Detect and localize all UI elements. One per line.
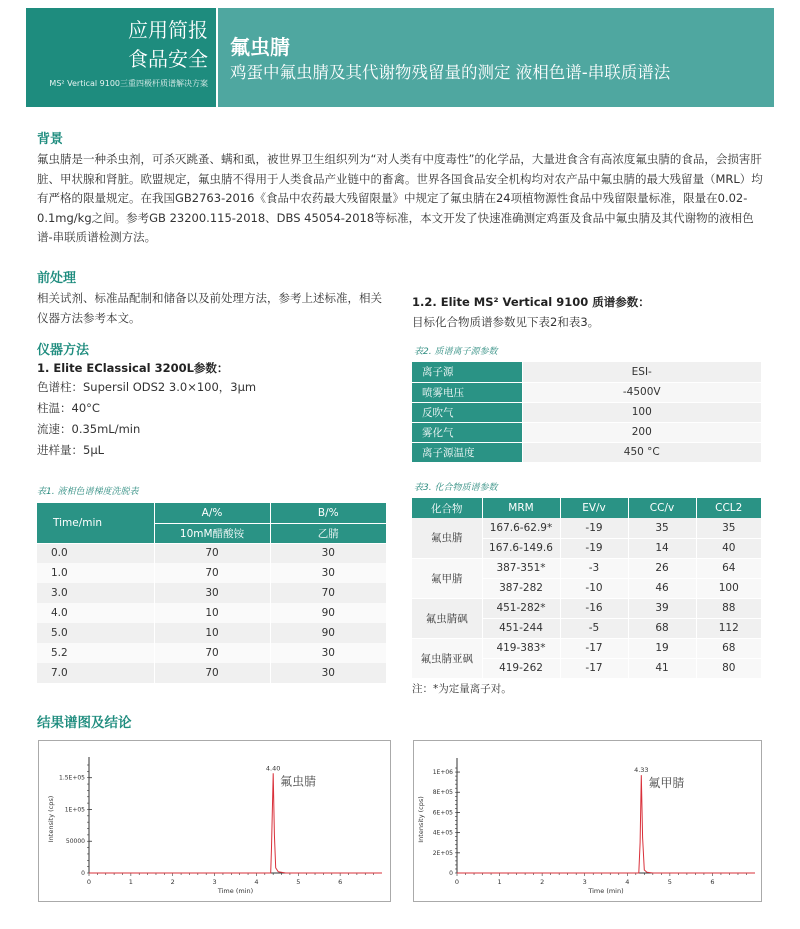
x-tick-label: 3 bbox=[582, 878, 587, 886]
col-header: CCL2 bbox=[696, 498, 761, 518]
ev-cell: -19 bbox=[560, 538, 628, 558]
mrm-cell: 451-282* bbox=[482, 598, 560, 618]
ev-cell: -19 bbox=[560, 518, 628, 538]
ccl2-cell: 64 bbox=[696, 558, 761, 578]
table-row bbox=[37, 583, 386, 603]
background-title: 背景 bbox=[37, 132, 64, 147]
table3-note: 注：*为定量离子对。 bbox=[412, 683, 512, 695]
table2-caption: 表2. 质谱离子源参数 bbox=[414, 347, 498, 357]
time-cell: 4.0 bbox=[37, 603, 154, 623]
ccl2-cell: 80 bbox=[696, 658, 761, 678]
time-cell: 3.0 bbox=[37, 583, 154, 603]
lc-heading: 1. Elite EClassical 3200L参数： bbox=[37, 361, 229, 375]
series-line bbox=[457, 775, 755, 873]
y-tick-label: 0 bbox=[81, 870, 85, 877]
col-header: CC/v bbox=[628, 498, 696, 518]
table1-caption: 表1. 液相色谱梯度洗脱表 bbox=[37, 487, 139, 497]
pretreatment-text: 相关试剂、标准品配制和储备以及前处理方法，参考上述标准，相关仪器方法参考本文。 bbox=[37, 291, 382, 325]
header-title-panel bbox=[218, 8, 774, 107]
a-cell: 70 bbox=[154, 643, 270, 663]
chromatogram-2 bbox=[413, 740, 762, 902]
param-name: 离子源温度 bbox=[412, 442, 522, 462]
ccl2-cell: 112 bbox=[696, 618, 761, 638]
lc-param-injection: 进样量：5μL bbox=[37, 443, 105, 457]
ms-intro: 目标化合物质谱参数见下表2和表3。 bbox=[412, 315, 600, 329]
table-row bbox=[412, 402, 761, 422]
table-row bbox=[37, 643, 386, 663]
a-cell: 30 bbox=[154, 583, 270, 603]
ev-cell: -17 bbox=[560, 638, 628, 658]
ccl2-cell: 68 bbox=[696, 638, 761, 658]
table-row bbox=[412, 382, 761, 402]
cc-cell: 39 bbox=[628, 598, 696, 618]
b-cell: 70 bbox=[270, 583, 386, 603]
x-tick-label: 3 bbox=[212, 878, 217, 886]
a-cell: 70 bbox=[154, 563, 270, 583]
y-tick-label: 1E+05 bbox=[64, 806, 85, 814]
col-header: EV/v bbox=[560, 498, 628, 518]
chromatogram-2-svg bbox=[414, 741, 763, 903]
instrument-title: 仪器方法 bbox=[37, 343, 90, 358]
page-title: 氟虫腈 bbox=[230, 35, 290, 59]
x-tick-label: 1 bbox=[128, 878, 133, 886]
cc-cell: 68 bbox=[628, 618, 696, 638]
ccl2-cell: 88 bbox=[696, 598, 761, 618]
category-line1: 应用简报 bbox=[128, 18, 208, 42]
param-name: 离子源 bbox=[412, 362, 522, 382]
col-header: 化合物 bbox=[412, 498, 482, 518]
ion-source-table bbox=[412, 362, 761, 463]
compound-annotation: 氟甲腈 bbox=[648, 776, 685, 791]
param-value: 450 °C bbox=[522, 442, 761, 462]
col-time: Time/min bbox=[37, 503, 154, 543]
pretreatment-title: 前处理 bbox=[37, 271, 77, 286]
b-cell: 30 bbox=[270, 643, 386, 663]
category-line2: 食品安全 bbox=[128, 47, 208, 71]
table-row bbox=[37, 543, 386, 563]
y-axis-label: Intensity (cps) bbox=[417, 796, 425, 843]
mrm-cell: 167.6-149.6 bbox=[482, 538, 560, 558]
param-value: 100 bbox=[522, 402, 761, 422]
page-subtitle: 鸡蛋中氟虫腈及其代谢物残留量的测定 液相色谱-串联质谱法 bbox=[230, 63, 671, 82]
gradient-table bbox=[37, 503, 386, 683]
param-name: 雾化气 bbox=[412, 422, 522, 442]
x-tick-label: 5 bbox=[667, 878, 672, 886]
table-row bbox=[412, 558, 761, 578]
table-row bbox=[37, 663, 386, 683]
b-cell: 90 bbox=[270, 623, 386, 643]
header-category-panel bbox=[26, 8, 216, 107]
peak-label: 4.40 bbox=[265, 764, 281, 773]
ccl2-cell: 35 bbox=[696, 518, 761, 538]
param-value: -4500V bbox=[522, 382, 761, 402]
x-axis-label: Time (min) bbox=[588, 887, 624, 895]
chromatogram-1-svg bbox=[39, 741, 392, 903]
ev-cell: -17 bbox=[560, 658, 628, 678]
time-cell: 5.0 bbox=[37, 623, 154, 643]
b-cell: 30 bbox=[270, 543, 386, 563]
col-header: MRM bbox=[482, 498, 560, 518]
results-title: 结果谱图及结论 bbox=[37, 715, 132, 731]
y-axis-label: Intensity (cps) bbox=[47, 795, 55, 843]
b-cell: 90 bbox=[270, 603, 386, 623]
compound-cell: 氟虫腈 bbox=[412, 518, 482, 558]
y-tick-label: 2E+05 bbox=[432, 849, 453, 857]
y-tick-label: 1.5E+05 bbox=[59, 774, 85, 782]
x-tick-label: 4 bbox=[625, 878, 630, 886]
col-a-sub: 10mM醋酸铵 bbox=[154, 523, 270, 543]
mrm-cell: 419-383* bbox=[482, 638, 560, 658]
param-name: 喷雾电压 bbox=[412, 382, 522, 402]
lc-param-temp: 柱温：40°C bbox=[37, 401, 100, 415]
table-row bbox=[412, 518, 761, 538]
mrm-cell: 419-262 bbox=[482, 658, 560, 678]
y-tick-label: 50000 bbox=[65, 838, 85, 846]
x-tick-label: 5 bbox=[296, 878, 301, 886]
solution-line: MS² Vertical 9100三重四极杆质谱解决方案 bbox=[49, 79, 208, 88]
param-value: 200 bbox=[522, 422, 761, 442]
x-tick-label: 6 bbox=[338, 878, 343, 886]
y-tick-label: 8E+05 bbox=[432, 789, 453, 797]
table-row bbox=[412, 442, 761, 462]
cc-cell: 26 bbox=[628, 558, 696, 578]
table-row bbox=[37, 563, 386, 583]
compound-cell: 氟甲腈 bbox=[412, 558, 482, 598]
peak-label: 4.33 bbox=[634, 766, 649, 775]
ms-heading: 1.2. Elite MS² Vertical 9100 质谱参数： bbox=[412, 295, 650, 309]
compound-annotation: 氟虫腈 bbox=[280, 774, 317, 789]
ev-cell: -10 bbox=[560, 578, 628, 598]
cc-cell: 35 bbox=[628, 518, 696, 538]
cc-cell: 14 bbox=[628, 538, 696, 558]
ev-cell: -5 bbox=[560, 618, 628, 638]
mrm-cell: 387-282 bbox=[482, 578, 560, 598]
header-banner bbox=[26, 8, 774, 107]
col-b: B/% bbox=[270, 503, 386, 523]
y-tick-label: 1E+06 bbox=[432, 769, 453, 777]
table-row bbox=[37, 623, 386, 643]
time-cell: 1.0 bbox=[37, 563, 154, 583]
lc-param-column: 色谱柱：Supersil ODS2 3.0×100，3μm bbox=[37, 380, 257, 394]
background-text: 氟虫腈是一种杀虫剂，可杀灭跳蚤、螨和虱，被世界卫生组织列为“对人类有中度毒性”的化学品，大量进食含有高浓度氟虫腈的食品，会损害肝脏、甲状腺和肾脏。欧盟规定，氟虫腈不得用于人类食品产业链中的畜禽。世界各国食品安全机构均对农产品中氟虫腈的最大残留量（MRL）均有严格的限量规定。在我国GB2763-2016《食品中农药最大残留限量》中规定了氟虫腈在24项植物源性食品中残留限量标准，限量在0.02-0.1mg/kg之间。参考GB 23200.115-2018、DBS 45054-2018等标准，本文开发了快速准确测定鸡蛋及食品中氟虫腈及其代谢物的液相色谱-串联质谱检测方法。 bbox=[37, 152, 763, 244]
table-row bbox=[412, 362, 761, 382]
table3-caption: 表3. 化合物质谱参数 bbox=[414, 483, 498, 493]
cc-cell: 46 bbox=[628, 578, 696, 598]
time-cell: 0.0 bbox=[37, 543, 154, 563]
param-value: ESI- bbox=[522, 362, 761, 382]
time-cell: 7.0 bbox=[37, 663, 154, 683]
ev-cell: -3 bbox=[560, 558, 628, 578]
mrm-cell: 387-351* bbox=[482, 558, 560, 578]
mrm-cell: 167.6-62.9* bbox=[482, 518, 560, 538]
x-tick-label: 0 bbox=[86, 878, 92, 886]
table-row bbox=[412, 598, 761, 618]
series-line bbox=[89, 773, 382, 873]
x-tick-label: 2 bbox=[540, 878, 545, 886]
lc-param-flow: 流速：0.35mL/min bbox=[37, 422, 141, 436]
a-cell: 10 bbox=[154, 623, 270, 643]
compound-cell: 氟虫腈砜 bbox=[412, 598, 482, 638]
y-tick-label: 0 bbox=[449, 870, 453, 877]
a-cell: 70 bbox=[154, 543, 270, 563]
col-b-sub: 乙腈 bbox=[270, 523, 386, 543]
y-tick-label: 4E+05 bbox=[432, 829, 453, 837]
a-cell: 10 bbox=[154, 603, 270, 623]
ccl2-cell: 40 bbox=[696, 538, 761, 558]
y-tick-label: 6E+05 bbox=[432, 809, 453, 817]
x-tick-label: 1 bbox=[497, 878, 502, 886]
cc-cell: 19 bbox=[628, 638, 696, 658]
x-axis-label: Time (min) bbox=[217, 887, 254, 895]
a-cell: 70 bbox=[154, 663, 270, 683]
mrm-cell: 451-244 bbox=[482, 618, 560, 638]
col-a: A/% bbox=[154, 503, 270, 523]
x-tick-label: 2 bbox=[170, 878, 175, 886]
x-tick-label: 0 bbox=[454, 878, 460, 886]
ev-cell: -16 bbox=[560, 598, 628, 618]
ccl2-cell: 100 bbox=[696, 578, 761, 598]
cc-cell: 41 bbox=[628, 658, 696, 678]
compound-cell: 氟虫腈亚砜 bbox=[412, 638, 482, 678]
time-cell: 5.2 bbox=[37, 643, 154, 663]
b-cell: 30 bbox=[270, 563, 386, 583]
compound-ms-table bbox=[412, 498, 761, 679]
param-name: 反吹气 bbox=[412, 402, 522, 422]
chromatogram-1 bbox=[38, 740, 391, 902]
b-cell: 30 bbox=[270, 663, 386, 683]
table-row bbox=[412, 638, 761, 658]
table-row bbox=[37, 603, 386, 623]
table-row bbox=[412, 422, 761, 442]
x-tick-label: 6 bbox=[710, 878, 715, 886]
x-tick-label: 4 bbox=[254, 878, 259, 886]
